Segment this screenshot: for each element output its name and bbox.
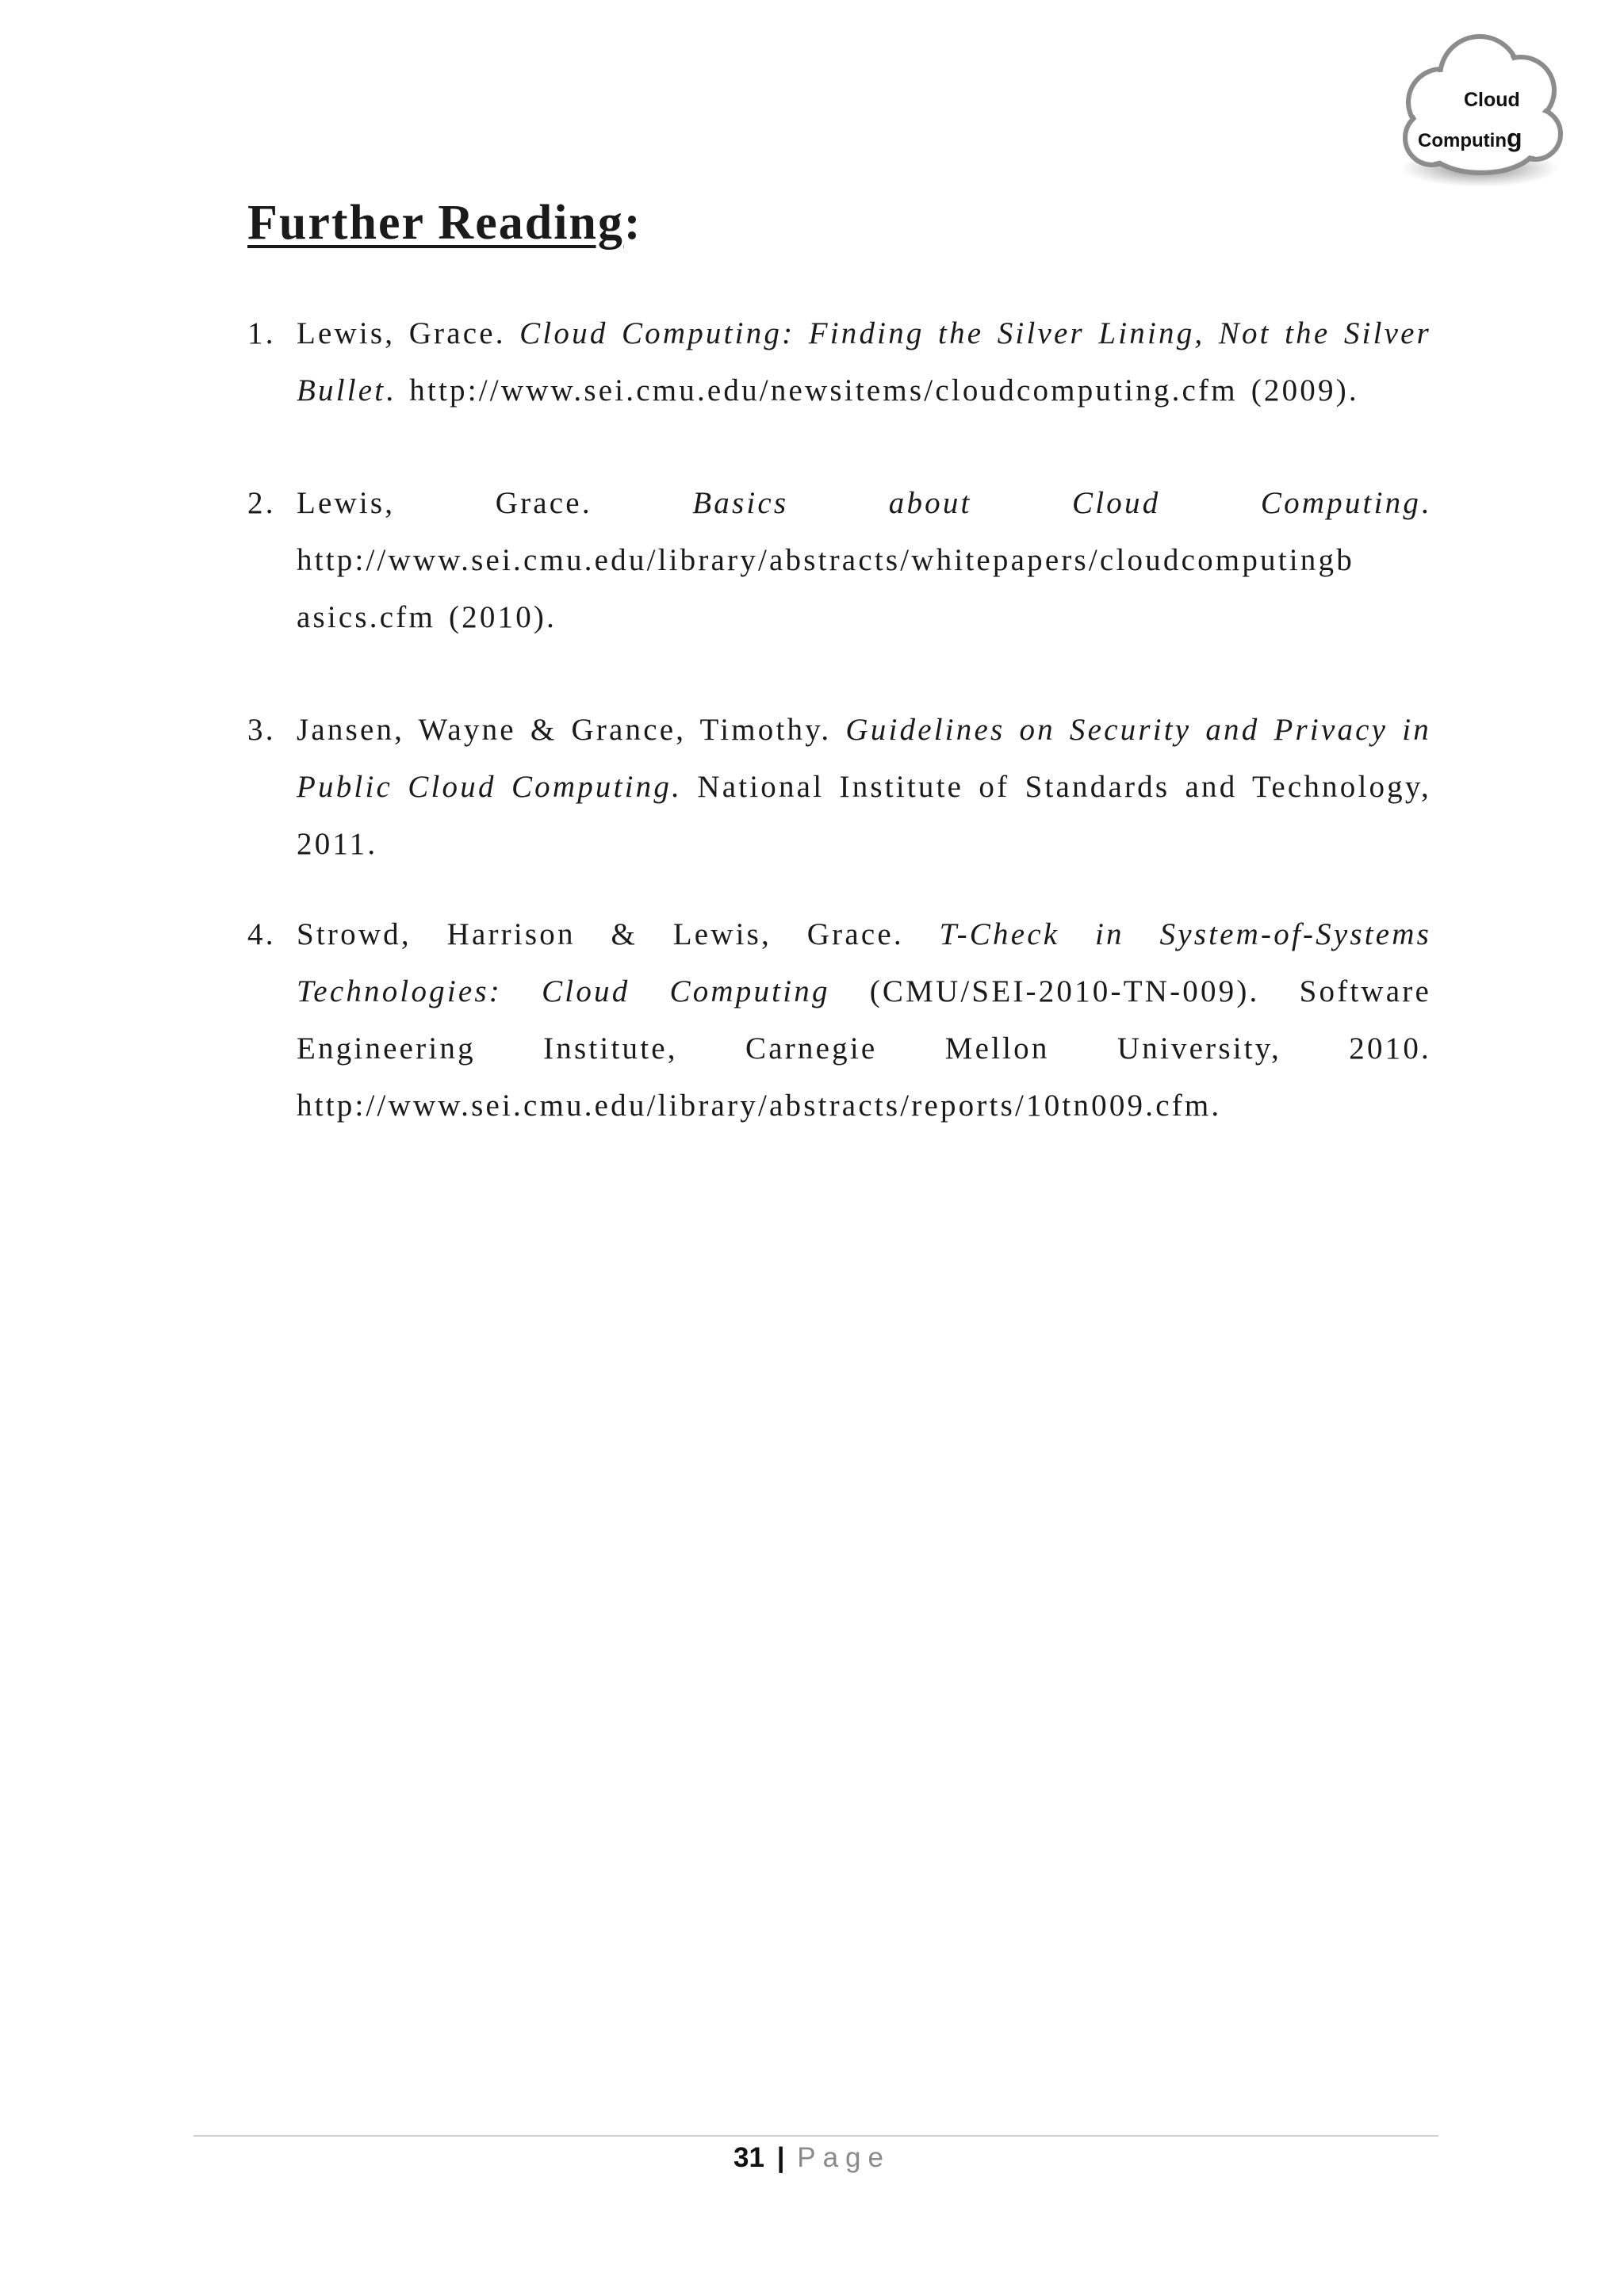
reference-details: (CMU/SEI-2010-TN-009). Software Engineering Institute, Carnegie Mellon University, 2010. http://www.sei.cmu.edu/library/abstracts/reports/10tn009.cfm.: [297, 974, 1431, 1123]
reference-list: [247, 305, 1431, 1135]
reference-item: [247, 702, 1431, 873]
reference-number: 1.: [247, 316, 276, 350]
reference-title: Guidelines on Security and Privacy in Public Cloud Computing.: [297, 713, 1431, 804]
reference-details: . http://www.sei.cmu.edu/newsitems/cloudcomputing.cfm (2009).: [385, 373, 1359, 408]
reference-authors: Lewis, Grace.: [297, 486, 693, 520]
logo-text-computing-main: Computin: [1418, 130, 1507, 151]
page-footer: [0, 2142, 1624, 2174]
reference-authors: Jansen, Wayne & Grance, Timothy.: [297, 713, 846, 747]
footer-divider: [193, 2135, 1438, 2137]
logo-text-cloud: Cloud: [1464, 89, 1520, 111]
reference-number: 3.: [247, 713, 276, 747]
reference-item: [247, 906, 1431, 1135]
page-label: Page: [797, 2142, 891, 2173]
logo-text-computing-last: g: [1506, 124, 1522, 152]
page-title-colon: :: [623, 196, 642, 250]
reference-number: 4.: [247, 917, 276, 951]
logo-text-computing: [1418, 124, 1522, 153]
page-number: 31: [733, 2142, 764, 2173]
reference-item: [247, 475, 1431, 646]
page-title-text: Further Reading: [247, 196, 624, 250]
cloud-computing-logo: [1394, 27, 1568, 193]
page-title: [247, 195, 642, 251]
reference-title: T-Check in System-of-Systems Technologies: Cloud Computing: [297, 917, 1432, 1008]
reference-number: 2.: [247, 486, 276, 520]
reference-title: Cloud Computing: Finding the Silver Lining, Not the Silver Bullet: [297, 316, 1431, 408]
reference-authors: Lewis, Grace.: [297, 316, 520, 350]
reference-details: National Institute of Standards and Technology, 2011.: [297, 770, 1431, 861]
reference-authors: Strowd, Harrison & Lewis, Grace.: [297, 917, 940, 951]
footer-separator: |: [776, 2142, 785, 2173]
reference-item: [247, 305, 1431, 419]
reference-details: . http://www.sei.cmu.edu/library/abstracts/whitepapers/cloudcomputingb asics.cfm (2010).: [297, 486, 1431, 634]
reference-title: Basics about Cloud Computing: [692, 486, 1422, 520]
